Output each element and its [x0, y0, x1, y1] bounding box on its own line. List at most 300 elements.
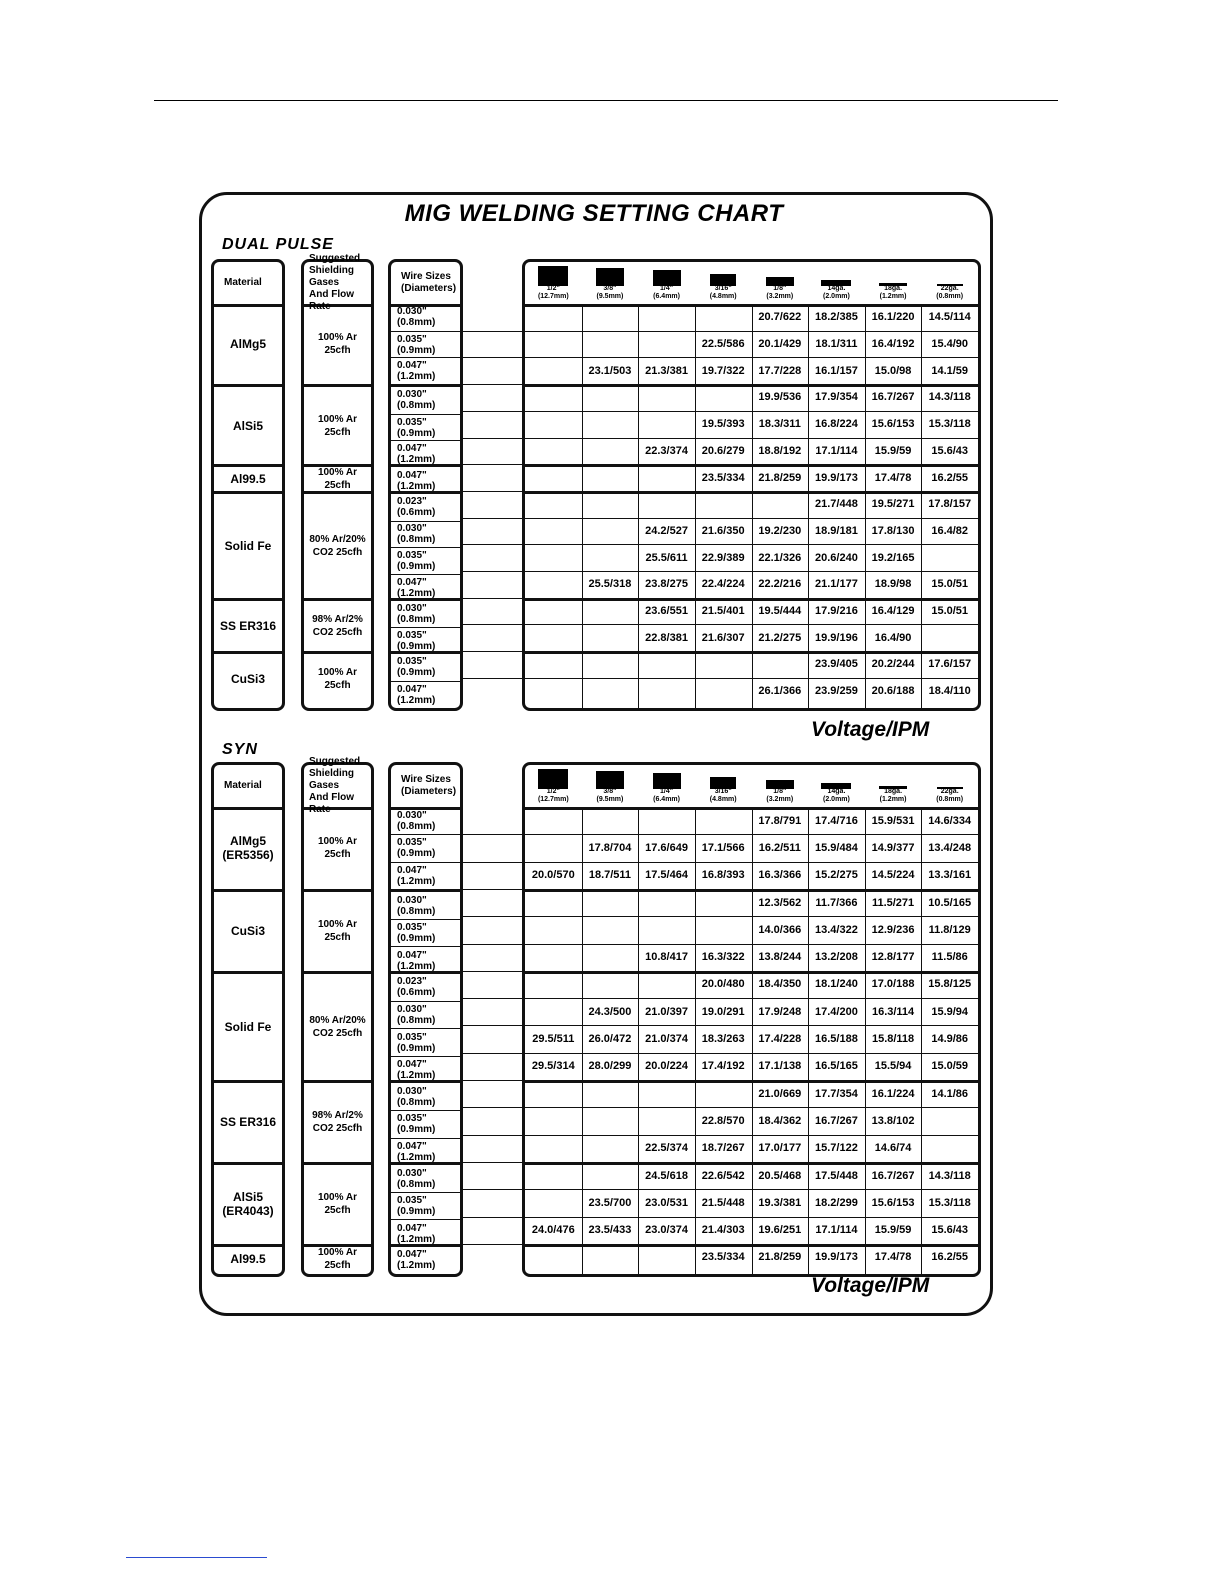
setting-cell: 23.0/531 [645, 1196, 688, 1209]
row-connector [463, 464, 522, 465]
setting-cell [638, 1244, 695, 1271]
setting-cell: 12.8/177 [871, 951, 915, 964]
setting-cell [638, 916, 695, 943]
setting-cell: 16.4/192 [871, 338, 915, 351]
thickness-bar-icon [653, 773, 681, 789]
thickness-size: 3/16" [714, 788, 732, 795]
gas-name [304, 494, 371, 598]
setting-cell: 15.5/94 [874, 1060, 912, 1073]
setting-cell: 16.5/165 [815, 1060, 858, 1073]
setting-cell [638, 1107, 695, 1134]
wire-size: 0.035"(0.9mm) [391, 414, 460, 441]
setting-cell: 16.3/322 [701, 951, 745, 964]
gas-group [304, 598, 371, 651]
thickness-label [921, 788, 978, 804]
wire-size: 0.030"(0.8mm) [397, 1167, 436, 1190]
setting-cell [525, 1189, 582, 1216]
setting-cell: 14.9/377 [871, 841, 915, 854]
setting-cell: 16.4/129 [871, 605, 915, 618]
gas-name-line: 100% Ar 25cfh [317, 835, 358, 860]
setting-cell [525, 916, 582, 943]
wire-size: 0.047"(1.2mm) [391, 440, 460, 467]
setting-cell [525, 411, 582, 438]
thickness-label [695, 285, 752, 301]
setting-cell: 15.9/59 [874, 444, 912, 457]
setting-cell: 19.9/173 [815, 471, 858, 484]
setting-cell [525, 304, 582, 331]
row-connector [463, 598, 522, 599]
setting-cell [525, 1135, 582, 1162]
thickness-label [638, 788, 695, 804]
setting-cell: 28.0/299 [588, 1060, 632, 1073]
wire-size: 0.030"(0.8mm) [397, 894, 436, 917]
material-name [214, 654, 282, 704]
setting-cell [638, 331, 695, 358]
wire-size: 0.047"(1.2mm) [397, 469, 436, 492]
setting-cell [582, 971, 639, 998]
gas-name-line: 98% Ar/2% [312, 613, 363, 625]
row-connector [463, 889, 522, 890]
setting-cell: 22.8/381 [645, 631, 688, 644]
setting-cell: 18.1/240 [815, 978, 858, 991]
thickness-header [525, 765, 978, 810]
setting-cell [752, 651, 809, 678]
setting-cell: 20.7/622 [758, 311, 802, 324]
row-connector [463, 384, 522, 385]
setting-cell [525, 1107, 582, 1134]
wire-group [391, 384, 460, 464]
thickness-col-18 [752, 262, 809, 304]
wire-size: 0.047"(1.2mm) [391, 574, 460, 601]
material-group [214, 464, 282, 491]
setting-cell: 15.0/59 [931, 1060, 969, 1073]
wire-size: 0.030"(0.8mm) [397, 809, 436, 832]
row-connector [463, 357, 522, 358]
setting-cell: 19.9/173 [815, 1251, 858, 1264]
setting-cell: 23.1/503 [588, 364, 632, 377]
gas-name-line: 100% Ar 25cfh [317, 413, 358, 438]
setting-cell: 18.3/311 [758, 418, 801, 431]
setting-cell: 16.4/90 [874, 631, 912, 644]
setting-cell: 15.6/153 [871, 418, 915, 431]
thickness-label [865, 285, 922, 301]
thickness-metric: (3.2mm) [766, 293, 794, 300]
setting-cell [582, 304, 639, 331]
wire-group [391, 1162, 460, 1244]
setting-cell: 19.7/322 [701, 364, 745, 377]
setting-cell: 21.5/401 [701, 605, 745, 618]
setting-cell: 21.6/307 [701, 631, 745, 644]
material-name [214, 304, 282, 384]
setting-cell: 18.2/385 [815, 311, 858, 324]
setting-cell [582, 1162, 639, 1189]
setting-cell: 15.9/484 [815, 841, 858, 854]
wire-size: 0.047"(1.2mm) [391, 862, 460, 889]
thickness-size: 18ga. [884, 285, 903, 292]
thickness-metric: (2.0mm) [823, 293, 850, 300]
setting-cell: 23.9/405 [815, 658, 858, 671]
row-connector [463, 678, 522, 679]
setting-cell [638, 304, 695, 331]
setting-cell: 20.6/188 [871, 685, 915, 698]
gas-group [304, 1244, 371, 1271]
thickness-metric: (2.0mm) [823, 796, 850, 803]
setting-cell: 15.3/118 [928, 418, 971, 431]
chart-title: MIG WELDING SETTING CHART [404, 200, 784, 227]
thickness-bar-icon [596, 771, 624, 789]
setting-cell: 22.8/570 [701, 1114, 745, 1127]
setting-cell: 21.0/374 [645, 1033, 688, 1046]
thickness-size: 14ga. [827, 788, 846, 795]
wire-size: 0.035"(0.9mm) [391, 834, 460, 861]
material-group [214, 651, 282, 704]
setting-cell: 14.1/59 [931, 364, 969, 377]
setting-cell [582, 807, 639, 834]
setting-cell [695, 651, 752, 678]
wire-size: 0.035"(0.9mm) [391, 1192, 460, 1219]
gas-column [301, 253, 374, 711]
setting-cell: 23.6/551 [645, 605, 688, 618]
thickness-col-316 [695, 765, 752, 807]
setting-cell: 22.5/374 [645, 1142, 688, 1155]
setting-cell: 20.2/244 [871, 658, 915, 671]
setting-cell: 17.8/791 [758, 814, 802, 827]
setting-cell: 21.7/448 [815, 498, 858, 511]
setting-cell [582, 1244, 639, 1271]
setting-cell: 17.4/78 [874, 471, 912, 484]
setting-cell [582, 544, 639, 571]
setting-cell: 15.0/98 [874, 364, 912, 377]
setting-cell [525, 331, 582, 358]
wire-header [391, 262, 460, 307]
row-connector [463, 1107, 522, 1108]
wire-header-text: Wire Sizes (Diameters) [401, 774, 457, 797]
thickness-metric: (6.4mm) [653, 796, 680, 803]
setting-cell: 15.9/94 [931, 1005, 969, 1018]
wire-size: 0.030"(0.8mm) [397, 306, 436, 329]
wire-size: 0.023"(0.6mm) [397, 976, 436, 999]
gas-name-line: CO2 25cfh [312, 546, 363, 558]
gas-header [304, 253, 371, 312]
setting-cell [525, 834, 582, 861]
wire-header [391, 765, 460, 810]
thickness-label [582, 788, 639, 804]
row-connector [463, 1025, 522, 1026]
setting-cell: 14.3/118 [928, 391, 971, 404]
thickness-col-12 [525, 765, 582, 807]
thickness-col-22ga [921, 765, 978, 807]
section-table [211, 756, 981, 1277]
thickness-metric: (0.8mm) [936, 293, 964, 300]
setting-cell: 14.5/224 [871, 869, 915, 882]
setting-cell [695, 1080, 752, 1107]
gas-name [304, 654, 371, 704]
material-group [214, 971, 282, 1080]
setting-cell: 15.6/43 [931, 444, 969, 457]
thickness-metric: (6.4mm) [653, 293, 680, 300]
wire-size: 0.035"(0.9mm) [391, 1110, 460, 1137]
setting-cell: 17.9/248 [758, 1005, 802, 1018]
setting-cell: 17.9/354 [815, 391, 858, 404]
gas-name-line: 100% Ar 25cfh [317, 1246, 358, 1271]
material-group [214, 807, 282, 889]
setting-cell [525, 624, 582, 651]
setting-cell [638, 807, 695, 834]
setting-cell: 10.8/417 [645, 951, 688, 964]
row-connector [463, 331, 522, 332]
setting-cell: 19.2/165 [871, 551, 915, 564]
thickness-col-22ga [921, 262, 978, 304]
gas-group [304, 304, 371, 384]
row-connector [463, 1217, 522, 1218]
thickness-size: 22ga. [940, 788, 959, 795]
setting-cell: 16.1/157 [815, 364, 858, 377]
thickness-label [865, 788, 922, 804]
row-connector [463, 571, 522, 572]
setting-cell [582, 624, 639, 651]
thickness-size: 3/8" [603, 788, 617, 795]
setting-cell: 17.8/157 [928, 498, 972, 511]
footnote-rule [126, 1557, 267, 1558]
thickness-label [752, 285, 809, 301]
setting-cell: 21.5/448 [701, 1196, 745, 1209]
thickness-bar-icon [538, 769, 568, 789]
wire-size: 0.035"(0.9mm) [391, 919, 460, 946]
thickness-label [752, 788, 809, 804]
material-name-line: AlSi5 [232, 418, 263, 433]
setting-cell [638, 411, 695, 438]
setting-cell: 14.3/118 [928, 1169, 971, 1182]
thickness-size: 1/4" [660, 788, 674, 795]
thickness-metric: (12.7mm) [537, 293, 569, 300]
setting-cell: 16.3/114 [871, 1005, 915, 1018]
setting-cell: 21.2/275 [758, 631, 802, 644]
gas-name [304, 807, 371, 889]
setting-cell [525, 571, 582, 598]
setting-cell: 15.0/51 [931, 605, 969, 618]
setting-cell: 16.7/267 [871, 1169, 915, 1182]
setting-cell [695, 304, 752, 331]
setting-cell: 19.9/196 [815, 631, 858, 644]
gas-name [304, 892, 371, 971]
gas-name-line: 80% Ar/20% [309, 533, 366, 545]
setting-cell [695, 678, 752, 705]
setting-cell: 18.2/299 [815, 1196, 858, 1209]
setting-cell [638, 678, 695, 705]
voltage-ipm-label: Voltage/IPM [811, 718, 930, 741]
material-name-line: AlSi5 [232, 1190, 263, 1205]
setting-cell: 17.1/138 [758, 1060, 802, 1073]
setting-cell: 19.5/393 [701, 418, 745, 431]
setting-cell [921, 1135, 978, 1162]
section-label: DUAL PULSE [222, 236, 334, 253]
wire-size: 0.030"(0.8mm) [397, 389, 436, 412]
setting-cell [582, 438, 639, 465]
wire-group [391, 807, 460, 889]
wire-size: 0.047"(1.2mm) [391, 1056, 460, 1083]
wire-size: 0.035"(0.9mm) [397, 656, 436, 679]
row-connector [463, 998, 522, 999]
gas-group [304, 464, 371, 491]
gas-name-line: 100% Ar 25cfh [317, 1192, 358, 1217]
gas-name-line: CO2 25cfh [312, 1123, 363, 1135]
material-group [214, 491, 282, 598]
setting-cell: 18.1/311 [815, 338, 858, 351]
setting-cell: 19.5/271 [871, 498, 915, 511]
wire-size: 0.047"(1.2mm) [391, 357, 460, 384]
material-header-text: Material [224, 780, 262, 791]
material-name-line: (ER4043) [222, 1204, 274, 1219]
row-connector [463, 1162, 522, 1163]
thickness-metric: (0.8mm) [936, 796, 964, 803]
setting-cell: 15.8/118 [871, 1033, 915, 1046]
thickness-label [695, 788, 752, 804]
setting-cell [582, 331, 639, 358]
setting-cell: 17.1/566 [701, 841, 745, 854]
setting-cell [695, 491, 752, 518]
setting-cell: 17.6/649 [645, 841, 688, 854]
wire-group [391, 491, 460, 598]
setting-cell [525, 807, 582, 834]
wire-group [391, 304, 460, 384]
setting-cell: 16.2/511 [758, 841, 801, 854]
thickness-col-38 [582, 765, 639, 807]
gas-name [304, 387, 371, 464]
material-name [214, 387, 282, 464]
wire-size: 0.047"(1.2mm) [391, 946, 460, 973]
setting-cell: 19.0/291 [701, 1005, 745, 1018]
thickness-metric: (4.8mm) [709, 796, 737, 803]
thickness-label [808, 788, 865, 804]
setting-cell: 16.1/224 [871, 1087, 915, 1100]
gas-group [304, 889, 371, 971]
setting-cell: 17.5/464 [645, 869, 688, 882]
setting-cell [525, 1162, 582, 1189]
material-group [214, 1162, 282, 1244]
thickness-metric: (12.7mm) [537, 796, 569, 803]
thickness-metric: (4.8mm) [709, 293, 737, 300]
row-connector [463, 862, 522, 863]
setting-cell [638, 889, 695, 916]
gas-group [304, 651, 371, 704]
setting-cell: 13.3/161 [928, 869, 972, 882]
setting-cell: 22.2/216 [758, 578, 802, 591]
setting-cell: 13.8/244 [758, 951, 802, 964]
setting-cell: 14.1/86 [931, 1087, 969, 1100]
thickness-metric: (1.2mm) [879, 293, 907, 300]
wire-size: 0.035"(0.9mm) [391, 1028, 460, 1055]
material-header-text: Material [224, 277, 262, 288]
material-group [214, 384, 282, 464]
setting-cell: 19.2/230 [758, 524, 802, 537]
setting-cell: 11.5/271 [871, 896, 915, 909]
wire-size: 0.030"(0.8mm) [397, 1085, 436, 1108]
setting-cell: 26.1/366 [758, 685, 802, 698]
thickness-size: 1/8" [773, 788, 787, 795]
setting-cell [525, 651, 582, 678]
setting-cell: 24.5/618 [645, 1169, 688, 1182]
gas-header-text: Suggested Shielding Gases And Flow Rate [309, 756, 361, 815]
gas-name-line: CO2 25cfh [312, 626, 363, 638]
setting-cell [638, 1080, 695, 1107]
thickness-col-14ga [808, 262, 865, 304]
page-header-rule [154, 100, 1058, 101]
thickness-label [921, 285, 978, 301]
setting-cell: 15.9/59 [874, 1224, 912, 1237]
thickness-size: 18ga. [884, 788, 903, 795]
wire-size: 0.035"(0.9mm) [391, 547, 460, 574]
thickness-metric: (3.2mm) [766, 796, 794, 803]
wire-size: 0.047"(1.2mm) [391, 681, 460, 708]
setting-cell: 29.5/511 [532, 1033, 575, 1046]
setting-cell: 21.4/303 [701, 1224, 745, 1237]
setting-cell [525, 357, 582, 384]
setting-cell: 14.6/74 [874, 1142, 912, 1155]
setting-cell: 22.3/374 [645, 444, 688, 457]
material-group [214, 889, 282, 971]
thickness-label [582, 285, 639, 301]
setting-cell [921, 1107, 978, 1134]
setting-cell [582, 651, 639, 678]
setting-cell: 15.4/90 [931, 338, 969, 351]
wire-size: 0.030"(0.8mm) [397, 603, 436, 626]
setting-cell: 21.0/397 [645, 1005, 688, 1018]
row-connector [463, 1080, 522, 1081]
gas-group [304, 491, 371, 598]
setting-cell: 15.0/51 [931, 578, 969, 591]
thickness-label [638, 285, 695, 301]
material-name-line: AlMg5 [230, 337, 266, 352]
setting-cell: 22.5/586 [701, 338, 745, 351]
setting-cell: 17.0/188 [871, 978, 915, 991]
setting-cell: 15.9/531 [871, 814, 915, 827]
setting-cell: 18.3/263 [701, 1033, 745, 1046]
setting-cell: 22.4/224 [701, 578, 745, 591]
setting-cell: 19.5/444 [758, 605, 802, 618]
gas-name-line: 98% Ar/2% [312, 1110, 363, 1122]
setting-cell: 13.8/102 [871, 1114, 915, 1127]
setting-cell [638, 491, 695, 518]
setting-cell: 14.9/86 [931, 1033, 969, 1046]
material-group [214, 1244, 282, 1271]
setting-cell [525, 438, 582, 465]
material-group [214, 304, 282, 384]
gas-name [304, 974, 371, 1080]
gas-header [304, 756, 371, 815]
setting-cell [525, 944, 582, 971]
setting-cell [525, 491, 582, 518]
setting-cell [525, 1244, 582, 1271]
setting-cell [582, 1080, 639, 1107]
setting-cell [582, 944, 639, 971]
setting-cell: 17.8/130 [871, 524, 915, 537]
row-connector [463, 1053, 522, 1054]
setting-cell: 22.6/542 [701, 1169, 745, 1182]
gas-name-line: 100% Ar 25cfh [317, 467, 358, 492]
setting-cell: 15.6/43 [931, 1224, 969, 1237]
row-connector [463, 834, 522, 835]
wire-group [391, 1244, 460, 1271]
thickness-metric: (1.2mm) [879, 796, 907, 803]
setting-cell [752, 491, 809, 518]
setting-cell: 18.9/181 [815, 524, 858, 537]
setting-cell [921, 544, 978, 571]
setting-cell [638, 971, 695, 998]
material-name-line: SS ER316 [219, 618, 277, 633]
setting-cell [695, 889, 752, 916]
material-name [214, 974, 282, 1080]
thickness-size: 14ga. [827, 285, 846, 292]
